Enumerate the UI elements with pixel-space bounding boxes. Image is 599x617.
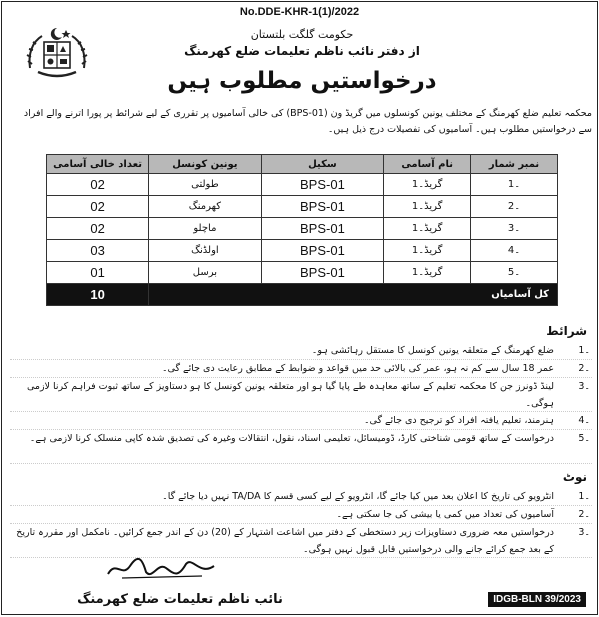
footer	[10, 590, 590, 612]
cell-count: 01	[47, 262, 149, 284]
cell-post: گریڈ۔1	[384, 240, 471, 262]
list-item: ۔2 آسامیوں کی تعداد میں کمی یا بیشی کی جا سکتی ہے۔	[10, 506, 592, 524]
total-value: 10	[47, 284, 149, 306]
list-item: ۔1 ضلع کھرمنگ کے متعلقہ یونین کونسل کا مستقل رہائشی ہو۔	[10, 342, 592, 360]
cell-serial: ۔1	[471, 174, 558, 196]
advertisement-page	[1, 1, 598, 615]
government-emblem-icon	[22, 24, 92, 82]
header-uc: یونین کونسل	[149, 155, 261, 174]
table-row	[47, 174, 558, 196]
notes-list	[10, 488, 592, 558]
signature	[102, 552, 222, 582]
page-title: درخواستیں مطلوب ہیں	[167, 68, 437, 94]
cell-scale: BPS-01	[261, 218, 384, 240]
reference-number: No.DDE-KHR-1(1)/2022	[239, 6, 360, 18]
intro-paragraph: محکمہ تعلیم ضلع کھرمنگ کے مختلف یونین کونسلوں میں گریڈ ون (BPS-01) کی خالی آسامیوں پر تقرری کے لیے شرائط پر پورا اترنے والے افراد سے درخواستیں مطلوب ہیں۔ آسامیوں کی تفصیلات درج ذیل ہیں۔	[23, 108, 592, 135]
table-row	[47, 262, 558, 284]
table-row	[47, 218, 558, 240]
footer-office: نائب ناظم تعلیمات ضلع کھرمنگ	[77, 592, 283, 607]
header-scale: سکیل	[261, 155, 384, 174]
cell-post: گریڈ۔1	[384, 218, 471, 240]
cell-serial: ۔4	[471, 240, 558, 262]
cell-uc: طولتی	[149, 174, 261, 196]
table-total-row	[47, 284, 558, 306]
office-name: از دفتر نائب ناظم تعلیمات ضلع کھرمنگ	[184, 44, 420, 58]
cell-uc: اولڈنگ	[149, 240, 261, 262]
header-serial: نمبر شمار	[471, 155, 558, 174]
cell-uc: ماچلو	[149, 218, 261, 240]
cell-serial: ۔3	[471, 218, 558, 240]
list-item: ۔2 عمر 18 سال سے کم نہ ہو، عمر کی بالائی حد میں قواعد و ضوابط کے مطابق رعایت دی جائے گی۔	[10, 360, 592, 378]
vacancy-table	[46, 154, 558, 306]
cell-count: 02	[47, 174, 149, 196]
cell-post: گریڈ۔1	[384, 262, 471, 284]
cell-scale: BPS-01	[261, 262, 384, 284]
total-label: کل آسامیاں	[149, 284, 558, 306]
notes-title: نوٹ	[562, 470, 587, 484]
cell-uc: کھرمنگ	[149, 196, 261, 218]
table-row	[47, 196, 558, 218]
cell-post: گریڈ۔1	[384, 174, 471, 196]
cell-scale: BPS-01	[261, 196, 384, 218]
list-item: ۔4 ہنرمند، تعلیم یافتہ افراد کو ترجیح دی جائے گی۔	[10, 412, 592, 430]
cell-count: 02	[47, 196, 149, 218]
list-item: ۔1 انٹرویو کی تاریخ کا اعلان بعد میں کیا جائے گا، انٹرویو کے لیے کسی قسم کا TA/DA نہیں دیا جائے گا۔	[10, 488, 592, 506]
table-header-row	[47, 155, 558, 174]
cell-uc: برسل	[149, 262, 261, 284]
cell-post: گریڈ۔1	[384, 196, 471, 218]
list-item: ۔3 لینڈ ڈونرز جن کا محکمہ تعلیم کے ساتھ معاہدہ طے پایا گیا ہو اور متعلقہ یونین کونسل کا ہو دستاویز کے ساتھ ثبوت فراہم کرنا لازمی ہوگی۔	[10, 378, 592, 412]
list-item: ۔3 درخواستیں معہ ضروری دستاویزات زیر دستخطی کے دفتر میں اشاعت اشتہار کے (20) دن کے اندر جمع کرائیں۔ نامکمل اور مقررہ تاریخ کے بعد جمع کرائے جانے والی درخواستیں قابل قبول نہیں ہوگی۔	[10, 524, 592, 558]
header-post: نام آسامی	[384, 155, 471, 174]
cell-scale: BPS-01	[261, 174, 384, 196]
cell-count: 02	[47, 218, 149, 240]
cell-scale: BPS-01	[261, 240, 384, 262]
list-item: ۔5 درخواست کے ساتھ قومی شناختی کارڈ، ڈومیسائل، تعلیمی اسناد، نقول، انتقالات وغیرہ کی تصدیق شدہ کاپی منسلک کرنا لازمی ہے۔	[10, 430, 592, 464]
cell-serial: ۔2	[471, 196, 558, 218]
header-count: تعداد خالی آسامی	[47, 155, 149, 174]
publication-code: IDGB-BLN 39/2023	[488, 592, 586, 607]
government-name: حکومت گلگت بلتستان	[250, 28, 354, 41]
table-row	[47, 240, 558, 262]
conditions-list	[10, 342, 592, 464]
conditions-title: شرائط	[546, 324, 587, 338]
cell-serial: ۔5	[471, 262, 558, 284]
cell-count: 03	[47, 240, 149, 262]
